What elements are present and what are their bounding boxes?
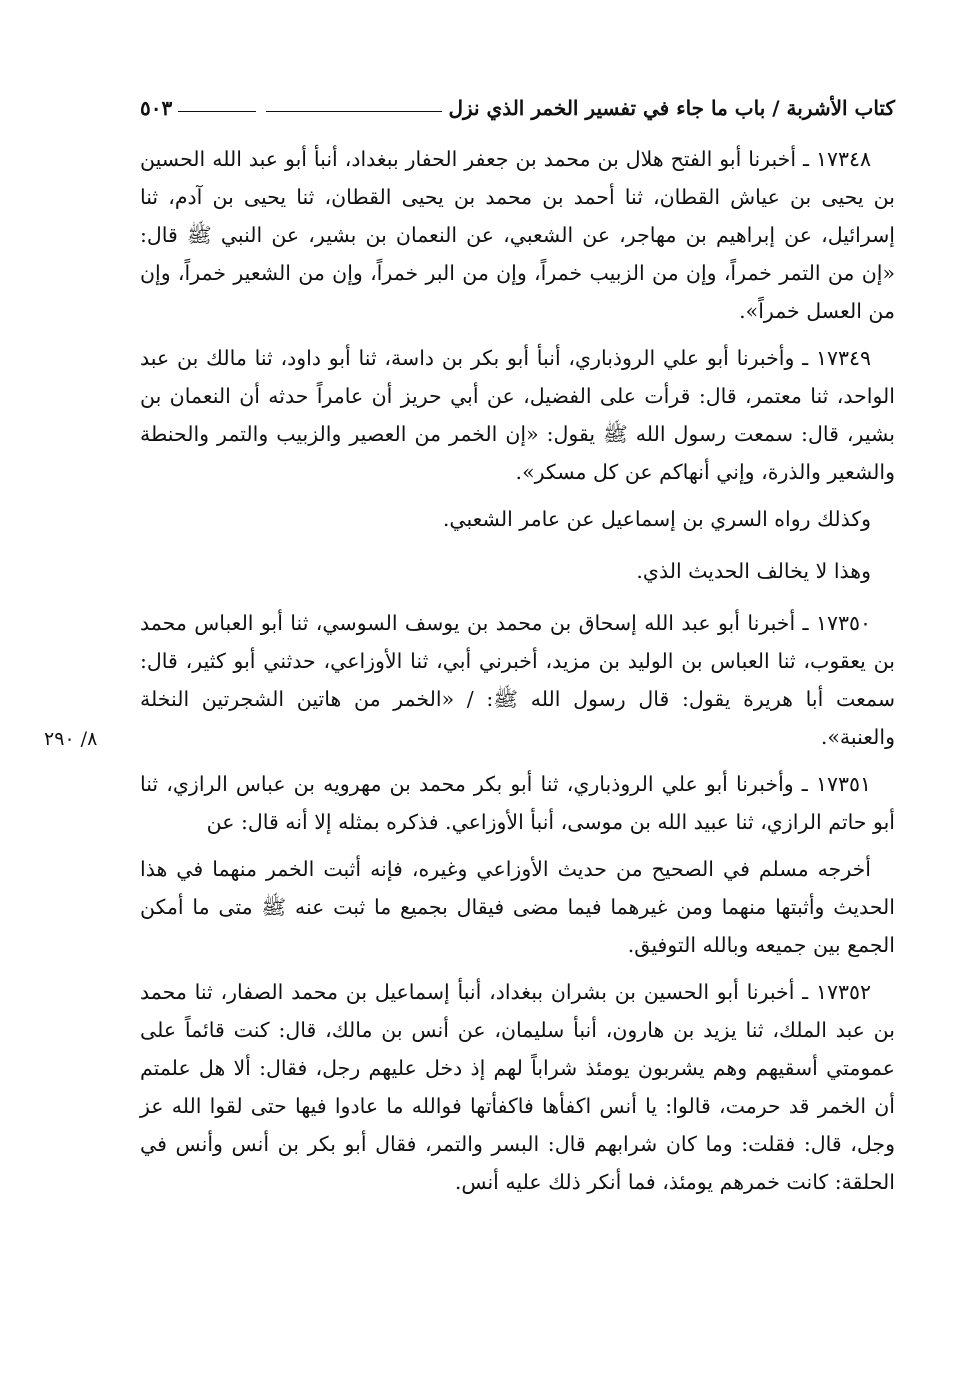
margin-reference: ٨/ ٢٩٠ [44,728,98,750]
page-body [140,140,895,1210]
commentary-line: وكذلك رواه السري بن إسماعيل عن عامر الشعبي. [442,507,871,531]
commentary-line: وهذا لا يخالف الحديث الذي. [636,559,871,583]
hadith-17350: ١٧٣٥٠ ـ أخبرنا أبو عبد الله إسحاق بن محمد بن يوسف السوسي، ثنا أبو العباس محمد بن يعقوب، ثنا العباس بن الوليد بن مزيد، أخبرني أبي، ثنا الأوزاعي، حدثني أبو كثير، قال: سمعت أبا هريرة يقول: قال رسول الله ﷺ: / «الخمر من هاتين الشجرتين النخلة والعنبة». [140,611,895,749]
commentary-paragraph: أخرجه مسلم في الصحيح من حديث الأوزاعي وغيره، فإنه أثبت الخمر منهما في هذا الحديث وأثبتها منهما ومن غيرهما فيما مضى فيقال بجميع ما ثبت عنه ﷺ متى ما أمكن الجمع بين جميعه وبالله التوفيق. [140,857,895,957]
header-rule-short [178,111,256,112]
running-title: كتاب الأشربة / باب ما جاء في تفسير الخمر الذي نزل [448,96,895,120]
hadith-17349: ١٧٣٤٩ ـ وأخبرنا أبو علي الروذباري، أنبأ أبو بكر بن داسة، ثنا أبو داود، ثنا مالك بن عبد الواحد، ثنا معتمر، قال: قرأت على الفضيل، عن أبي حريز أن عامراً حدثه أن النعمان بن بشير، قال: سمعت رسول الله ﷺ يقول: «إن الخمر من العصير والزبيب والتمر والحنطة والشعير والذرة، وإني أنهاكم عن كل مسكر». [140,346,895,484]
hadith-17352: ١٧٣٥٢ ـ أخبرنا أبو الحسين بن بشران ببغداد، أنبأ إسماعيل بن محمد الصفار، ثنا محمد بن عبد الملك، ثنا يزيد بن هارون، أنبأ سليمان، عن أنس بن مالك، قال: كنت قائماً على عمومتي أسقيهم وهم يشربون يومئذ شراباً لهم إذ دخل عليهم رجل، فقال: ألا هل علمتم أن الخمر قد حرمت، قالوا: يا أنس اكفأها فاكفأتها فوالله ما عادوا فيها حتى لقوا الله عز وجل، قال: فقلت: وما كان شرابهم قال: البسر والتمر، فقال أبو بكر بن أنس وأنس في الحلقة: كانت خمرهم يومئذ، فما أنكر ذلك عليه أنس. [140,980,895,1194]
hadith-17351: ١٧٣٥١ ـ وأخبرنا أبو علي الروذباري، ثنا أبو بكر محمد بن مهرويه بن عباس الرازي، ثنا أبو حاتم الرازي، ثنا عبيد الله بن موسى، أنبأ الأوزاعي. فذكره بمثله إلا أنه قال: عن [140,772,895,834]
page-number: ٥٠٣ [140,96,173,120]
hadith-17348: ١٧٣٤٨ ـ أخبرنا أبو الفتح هلال بن محمد بن جعفر الحفار ببغداد، أنبأ أبو عبد الله الحسين بن يحيى بن عياش القطان، ثنا أحمد بن محمد بن يحيى القطان، ثنا يحيى بن آدم، ثنا إسرائيل، عن إبراهيم بن مهاجر، عن الشعبي، عن النعمان بن بشير، عن النبي ﷺ قال: «إن من التمر خمراً، وإن من الزبيب خمراً، وإن من البر خمراً، وإن من الشعير خمراً، وإن من العسل خمراً». [140,147,895,323]
header-rule [266,111,442,112]
running-header [140,86,895,120]
